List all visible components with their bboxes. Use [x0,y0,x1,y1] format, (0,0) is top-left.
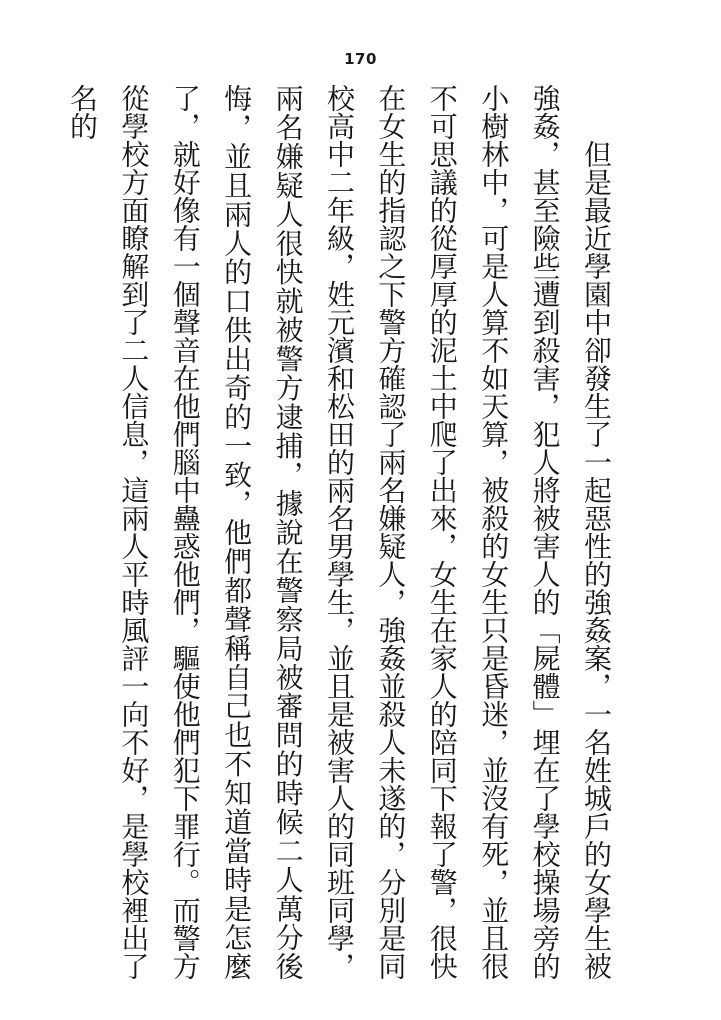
body-text-block [56,84,621,980]
page-number: 170 [344,50,377,68]
novel-paragraph: 但是最近學園中卻發生了一起惡性的強姦案，一名姓城戶的女學生被強姦，甚至險些遭到殺害，犯人將被害人的「屍體」埋在了學校操場旁的小樹林中，可是人算不如天算，被殺的女生只是昏迷，並沒有死，並且很不可思議的從厚厚的泥土中爬了出來，女生在家人的陪同下報了警，很快在女生的指認之下警方確認了兩名嫌疑人，強姦並殺人未遂的，分別是同校高中二年級，姓元濱和松田的兩名男學生，並且是被害人的同班同學，兩名嫌疑人很快就被警方逮捕，據說在警察局被審問的時候二人萬分後悔，並且兩人的口供出奇的一致，他們都聲稱自己也不知道當時是怎麼了，就好像有一個聲音在他們腦中蠱惑他們，驅使他們犯下罪行。而警方從學校方面瞭解到了二人信息，這兩人平時風評一向不好，是學校裡出了名的 [65,84,611,980]
